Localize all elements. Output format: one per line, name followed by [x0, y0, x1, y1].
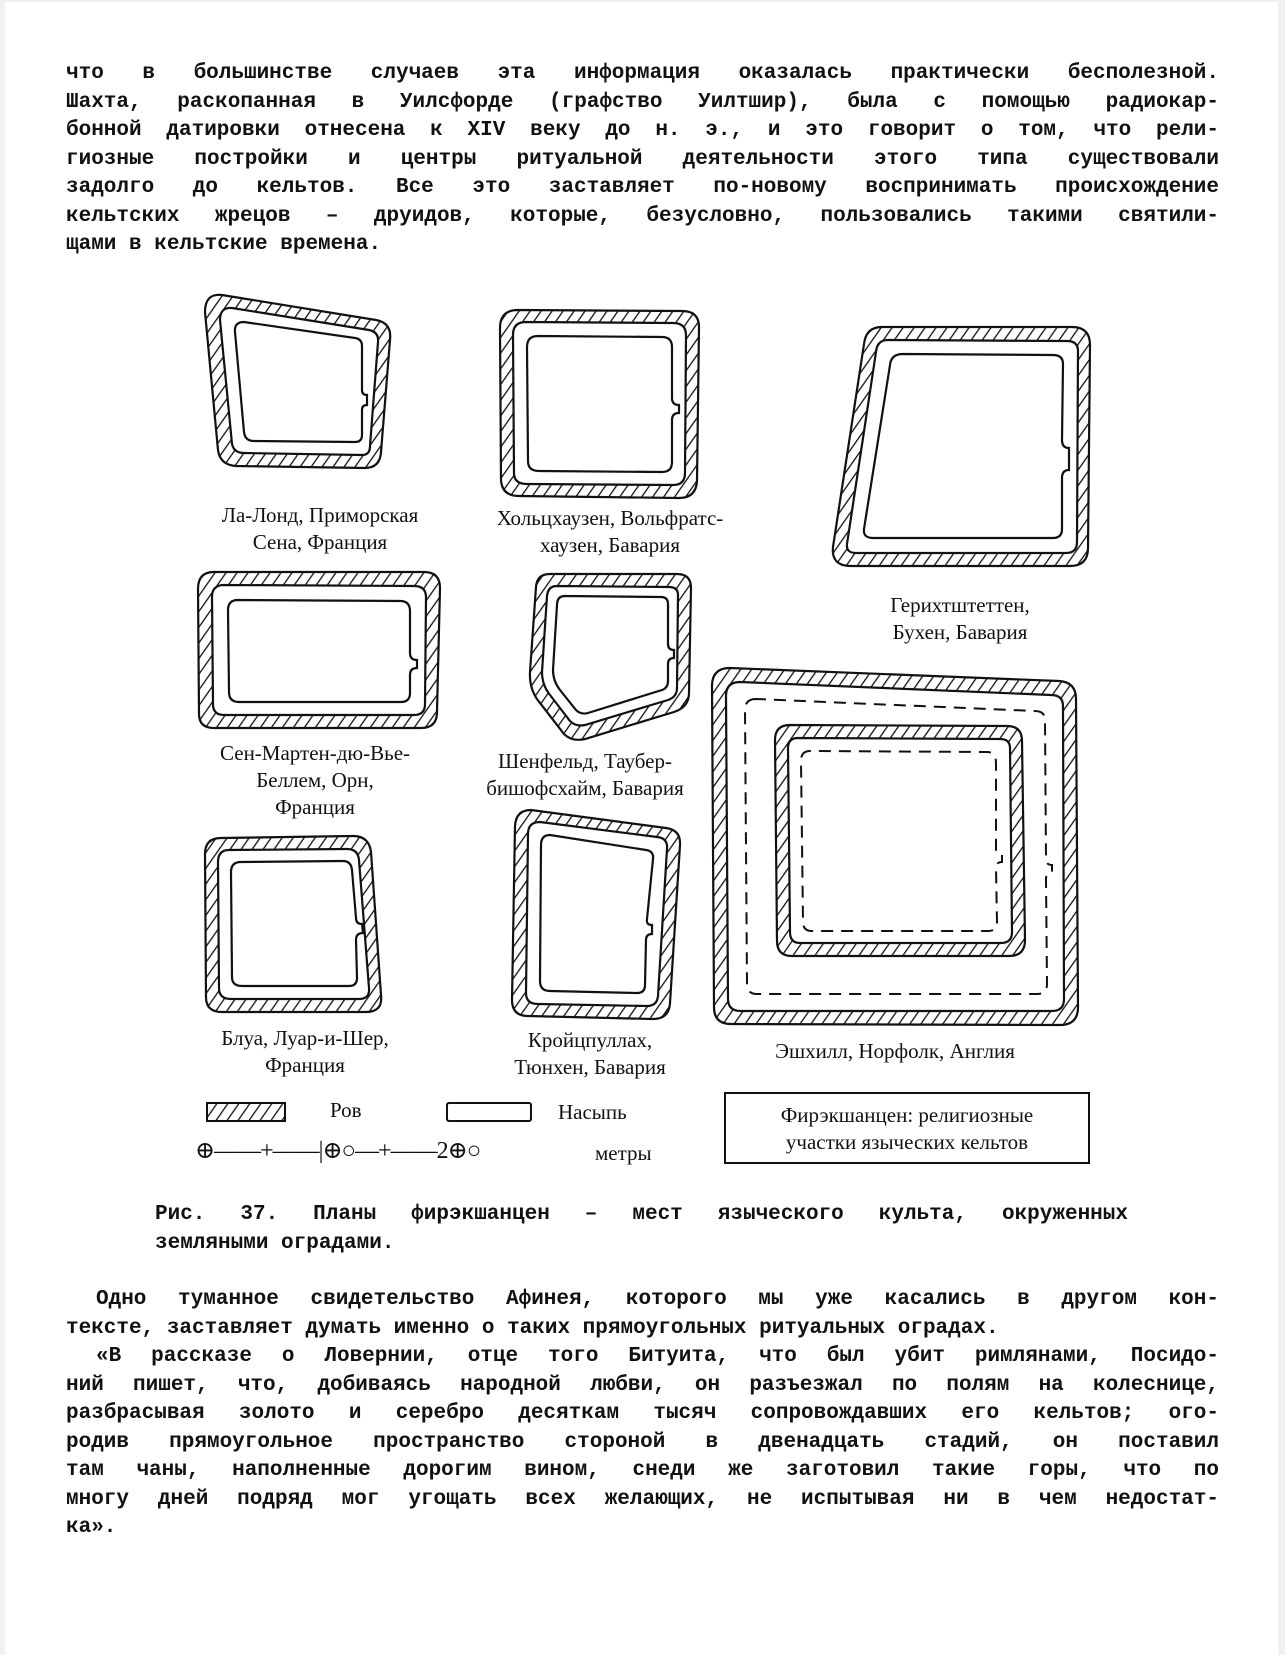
text-line: что в большинстве случаев эта информация оказалась практически бесполезной. [66, 62, 1219, 85]
plan-label-ashill: Эшхилл, Норфолк, Англия [775, 1039, 1015, 1063]
text-line: ний пишет, что, добиваясь народной любви, он разъезжал по полям на колеснице, [66, 1373, 1219, 1397]
text-line: гиозные постройки и центры ритуальной деятельности этого типа существовали [66, 147, 1219, 171]
scale-unit: метры [595, 1141, 652, 1165]
text-line: бонной датировки отнесена к XIV веку до н. э., и это говорит о том, что рели- [66, 119, 1219, 142]
text-line: родив прямоугольное пространство стороной в двенадцать стадий, он поставил [66, 1430, 1219, 1454]
text-line: разбрасывая золото и серебро десяткам тысяч сопровождавших его кельтов; ого- [66, 1402, 1219, 1425]
legend-bank-label: Насыпь [558, 1100, 627, 1124]
caption-line: земляными оградами. [155, 1231, 395, 1255]
plan-label-holzhausen: Хольцхаузен, Вольфратс- хаузен, Бавария [496, 506, 724, 557]
text-line: многу дней подряд мог угощать всех желающих, не испытывая ни в чем недостат- [66, 1487, 1219, 1511]
plan-label-la-londe: Ла-Лонд, Приморская Сена, Франция [221, 503, 419, 554]
plan-label-schonfeld: Шенфельд, Таубер- бишофсхайм, Бавария [486, 749, 684, 800]
text-line: Одно туманное свидетельство Афинея, которого мы уже касались в другом кон- [96, 1288, 1219, 1311]
plan-label-kreuzpullach: Кройцпуллах, Тюнхен, Бавария [514, 1028, 666, 1079]
text-line: ка». [66, 1516, 117, 1539]
text-line: Шахта, раскопанная в Уилсфорде (графство Уилтшир), была с помощью радиокар- [66, 90, 1219, 114]
text-line: щами в кельтские времена. [66, 233, 382, 256]
text-line: тексте, заставляет думать именно о таких прямоугольных ритуальных оградах. [66, 1316, 999, 1340]
legend-ditch-label: Ров [330, 1098, 362, 1122]
text-line: задолго до кельтов. Все это заставляет по-новому воспринимать происхождение [66, 176, 1219, 199]
info-box-line: Фирэкшанцен: религиозные [780, 1103, 1034, 1127]
info-box-line: участки языческих кельтов [785, 1130, 1029, 1154]
text-line: кельтских жрецов – друидов, которые, безусловно, пользовались такими святили- [66, 204, 1219, 228]
plan-label-saint-martin: Сен-Мартен-дю-Вье- Беллем, Орн, Франция [219, 741, 411, 819]
scale-bar: ⊕——+——|⊕○—+——2⊕○ [195, 1138, 481, 1164]
text-line: «В рассказе о Ловернии, отце того Битуита, что был убит римлянами, Посидо- [96, 1345, 1219, 1368]
plan-label-blois: Блуа, Луар-и-Шер, Франция [221, 1026, 389, 1077]
text-line: там чаны, наполненные дорогим вином, снеди же заготовил такие горы, что по [66, 1459, 1219, 1482]
plan-label-gerichtstetten: Герихтштеттен, Бухен, Бавария [890, 593, 1030, 644]
caption-line: Рис. 37. Планы фирэкшанцен – мест языческого культа, окруженных [155, 1203, 1128, 1226]
